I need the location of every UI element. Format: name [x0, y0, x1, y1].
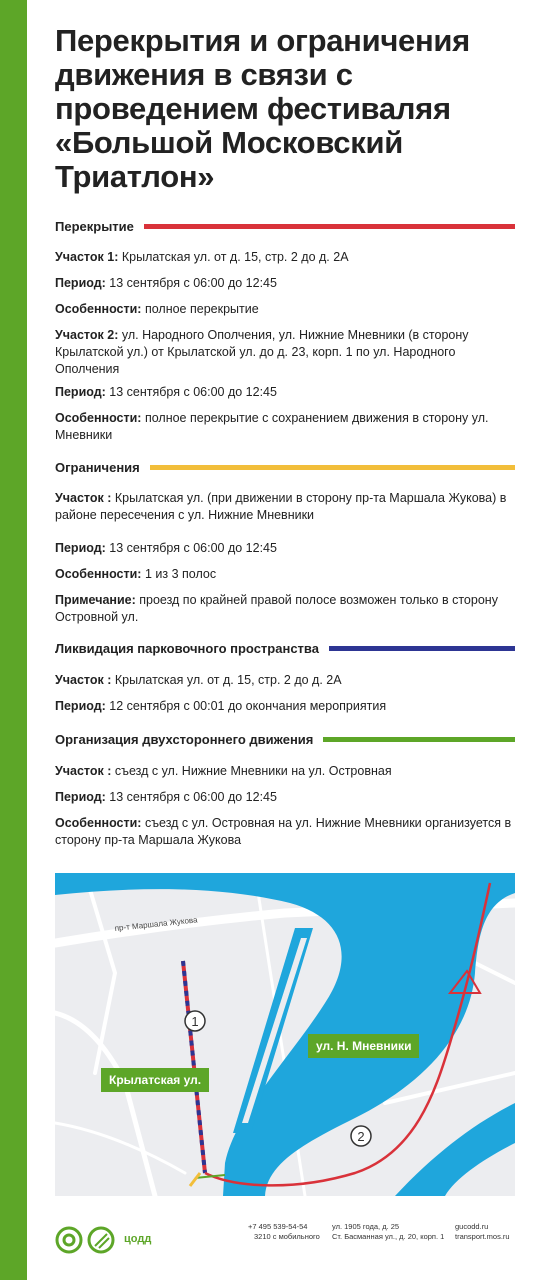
- green-divider-line: [323, 737, 515, 742]
- phone-number: +7 495 539-54-54: [248, 1222, 308, 1231]
- svg-text:1: 1: [191, 1014, 199, 1029]
- river-branch: [395, 1103, 515, 1196]
- section-twoway-heading: [55, 731, 515, 747]
- section-label: Ограничения: [55, 459, 140, 475]
- map-graphic: [55, 873, 515, 1196]
- address-1: ул. 1905 года, д. 25: [332, 1222, 400, 1231]
- route-map: [55, 873, 515, 1196]
- closure-period-2: Период: 13 сентября с 06:00 до 12:45: [55, 385, 277, 399]
- svg-text:2: 2: [357, 1129, 365, 1144]
- left-green-stripe: [0, 0, 27, 1280]
- twoway-features: Особенности: съезд с ул. Островная на ул. Нижние Мневники организуется в сторону пр-та Маршала Жукова: [55, 816, 512, 847]
- red-divider-line: [144, 224, 515, 229]
- restriction-period: Период: 13 сентября с 06:00 до 12:45: [55, 541, 277, 555]
- closure-segment-1: Участок 1: Крылатская ул. от д. 15, стр. 2 до д. 2А: [55, 250, 349, 264]
- site-link-2[interactable]: transport.mos.ru: [455, 1232, 510, 1241]
- parking-period: Период: 12 сентября с 00:01 до окончания мероприятия: [55, 699, 387, 713]
- closure-features-2: Особенности: полное перекрытие с сохранением движения в сторону ул. Мневники: [55, 411, 489, 442]
- site-link-1[interactable]: gucodd.ru: [455, 1222, 489, 1231]
- twoway-segment: Участок : съезд с ул. Нижние Мневники на ул. Островная: [55, 764, 392, 778]
- mobile-number: 3210 с мобильного: [254, 1232, 320, 1241]
- closure-period-1: Период: 13 сентября с 06:00 до 12:45: [55, 276, 277, 290]
- yellow-divider-line: [150, 465, 515, 470]
- navy-divider-line: [329, 646, 515, 651]
- address-2: Ст. Басманная ул., д. 20, корп. 1: [332, 1232, 445, 1241]
- closure-segment-2: Участок 2: ул. Народного Ополчения, ул. Нижние Мневники (в сторону Крылатской ул.) от Крылатской ул. до д. 23, корп. 1 по ул. Народного Ополчения: [55, 328, 469, 376]
- restriction-segment: Участок : Крылатская ул. (при движении в сторону пр-та Маршала Жукова) в районе пересечения с ул. Нижние Мневники: [55, 491, 507, 522]
- marker-2: [351, 1126, 371, 1146]
- river-channel: [55, 873, 515, 1196]
- twoway-period: Период: 13 сентября с 06:00 до 12:45: [55, 790, 277, 804]
- street-label-zhukova: пр-т Маршала Жукова: [114, 915, 198, 933]
- restriction-mark: [190, 1173, 200, 1186]
- callout-mnevniki: ул. Н. Мневники: [308, 1034, 419, 1058]
- logo-text: цодд: [124, 1233, 152, 1245]
- section-label: Ликвидация парковочного пространства: [55, 640, 319, 656]
- marker-1: [185, 1011, 205, 1031]
- parking-segment: Участок : Крылатская ул. от д. 15, стр. 2 до д. 2А: [55, 673, 342, 687]
- codd-logo-icon: [55, 1222, 119, 1258]
- section-label: Перекрытие: [55, 218, 134, 234]
- restriction-note: Примечание: проезд по крайней правой полосе возможен только в сторону Островной ул.: [55, 593, 498, 624]
- section-restriction-heading: [55, 459, 515, 475]
- restriction-features: Особенности: 1 из 3 полос: [55, 567, 217, 581]
- callout-krylatskaya: Крылатская ул.: [101, 1068, 209, 1092]
- section-label: Организация двухстороннего движения: [55, 731, 314, 747]
- page-title: Перекрытия и ограничения движения в связи с проведением фестиваляя «Большой Московский Триатлон»: [55, 23, 470, 194]
- footer: [55, 1220, 515, 1260]
- section-parking-heading: [55, 640, 515, 656]
- closure-features-1: Особенности: полное перекрытие: [55, 302, 259, 316]
- section-closure-heading: [55, 218, 515, 234]
